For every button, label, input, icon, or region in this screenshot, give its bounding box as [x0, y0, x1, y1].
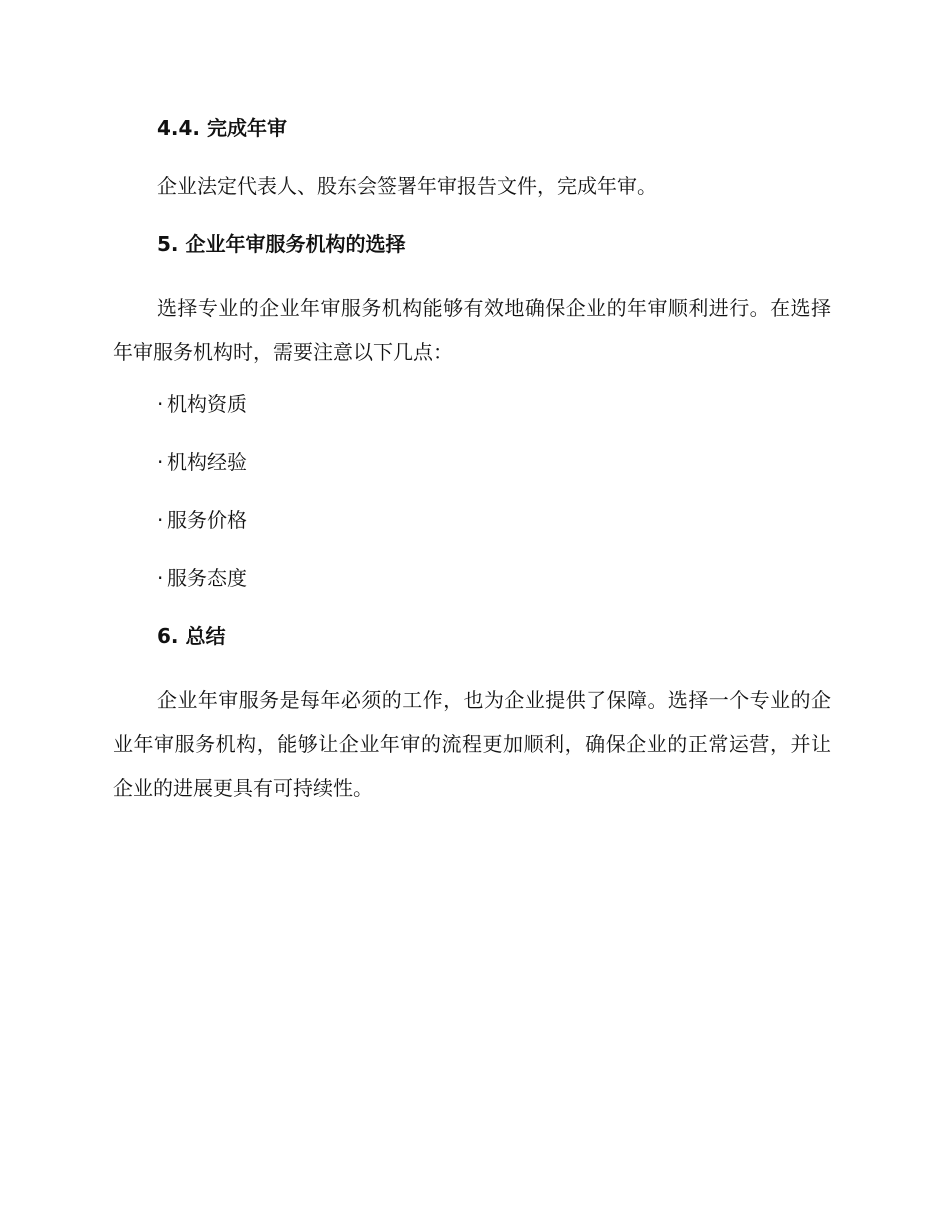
bullet-text: 服务态度 — [167, 566, 247, 590]
section-heading-5: 5. 企业年审服务机构的选择 — [157, 232, 406, 256]
bullet-text: 机构资质 — [167, 392, 247, 416]
document-content — [113, 112, 831, 824]
bullet-marker: · — [157, 450, 164, 474]
bullet-marker: · — [157, 508, 164, 532]
bullet-item — [113, 504, 831, 536]
section-5-body: 选择专业的企业年审服务机构能够有效地确保企业的年审顺利进行。在选择年审服务机构时，需要注意以下几点： — [113, 296, 831, 364]
bullet-text: 服务价格 — [167, 508, 247, 532]
bullet-item — [113, 388, 831, 420]
bullet-item — [113, 446, 831, 478]
section-heading-6: 6. 总结 — [157, 624, 226, 648]
section-heading-4-4: 4.4. 完成年审 — [157, 116, 287, 140]
section-6-body: 企业年审服务是每年必须的工作，也为企业提供了保障。选择一个专业的企业年审服务机构，能够让企业年审的流程更加顺利，确保企业的正常运营，并让企业的进展更具有可持续性。 — [113, 688, 831, 800]
bullet-marker: · — [157, 566, 164, 590]
bullet-item — [113, 562, 831, 594]
section-4-4-body: 企业法定代表人、股东会签署年审报告文件，完成年审。 — [157, 174, 657, 198]
bullet-text: 机构经验 — [167, 450, 247, 474]
bullet-marker: · — [157, 392, 164, 416]
